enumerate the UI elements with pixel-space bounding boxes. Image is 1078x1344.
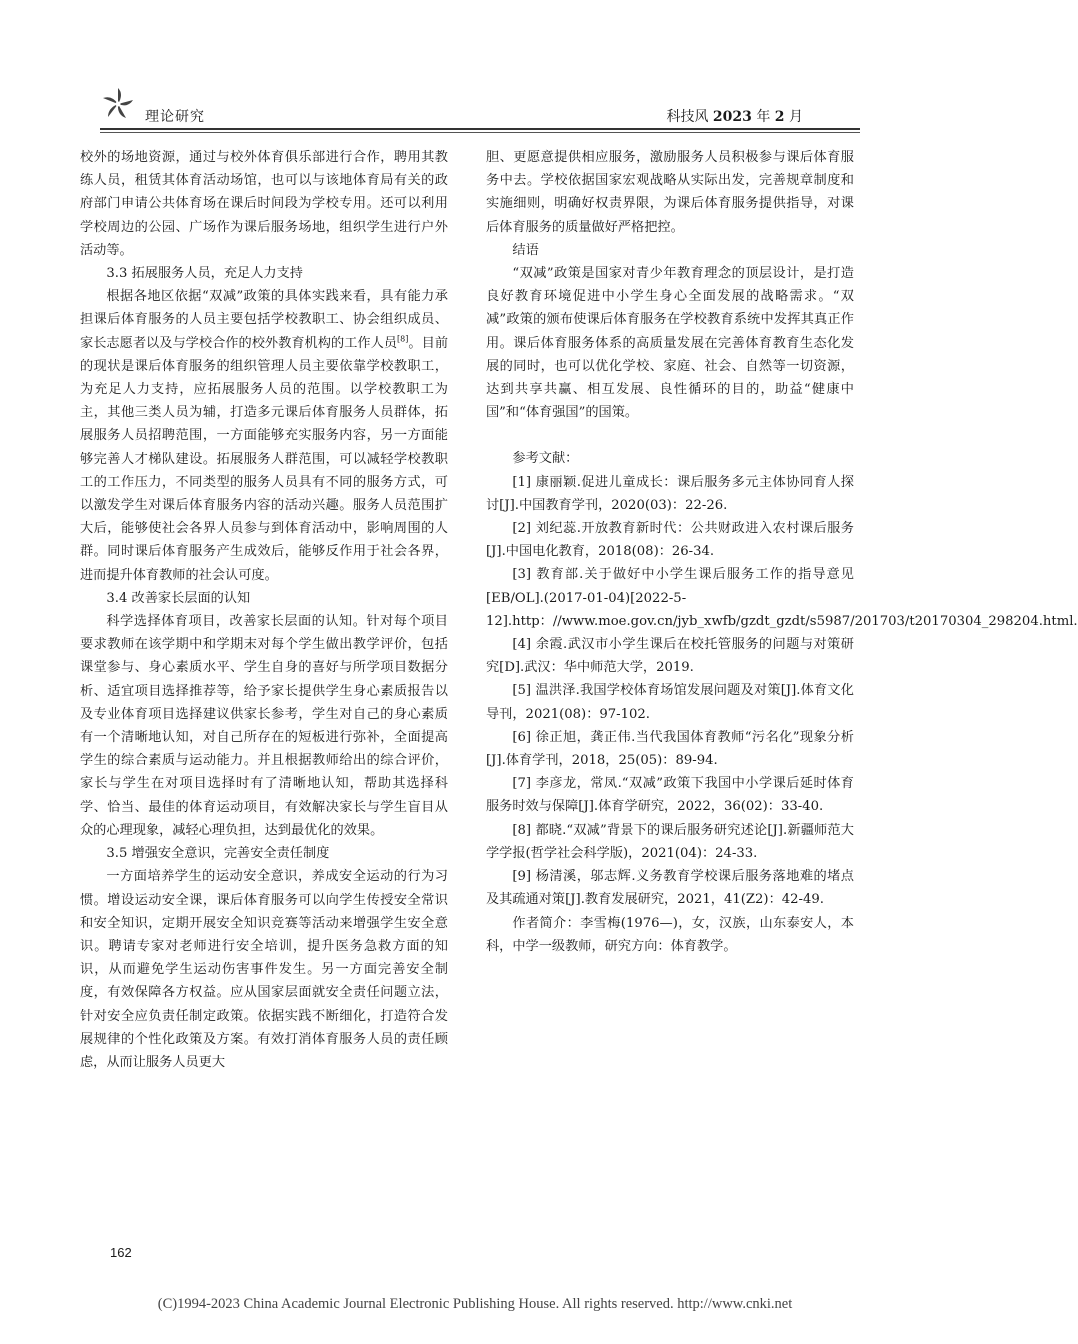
right-column	[486, 146, 1078, 958]
reference-item: [5] 温洪泽.我国学校体育场馆发展问题及对策[J].体育文化导刊，2021(08)：97-102.	[486, 683, 854, 722]
left-column	[80, 146, 448, 1074]
reference-item: [2] 刘纪蕊.开放教育新时代：公共财政进入农村课后服务[J].中国电化教育，2018(08)：26-34.	[486, 521, 854, 560]
section-name: 理论研究	[145, 109, 205, 125]
reference-item: [8] 都晓.“双减”背景下的课后服务研究述论[J].新疆师范大学学报(哲学社会科学版)，2021(04)：24-33.	[486, 822, 854, 861]
paragraph: 科学选择体育项目，改善家长层面的认知。针对每个项目要求教师在该学期中和学期末对每个学生做出教学评价，包括课堂参与、身心素质水平、学生自身的喜好与所学项目数据分析、适宜项目选择推荐等，给予家长提供学生身心素质报告以及专业体育项目选择建议供家长参考，学生对自己的身心素质有一个清晰地认知，对自己所存在的短板进行弥补，全面提高学生的综合素质与运动能力。并且根据教师给出的综合评价，家长与学生在对项目选择时有了清晰地认知，帮助其选择科学、恰当、最佳的体育运动项目，有效解决家长与学生盲目从众的心理现象，减轻心理负担，达到最优化的效果。	[80, 614, 448, 838]
paragraph: “双减”政策是国家对青少年教育理念的顶层设计，是打造良好教育环境促进中小学生身心全面发展的战略需求。“双减”政策的颁布使课后体育服务在学校教育系统中发挥其真正作用。课后体育服务体系的高质量发展在完善体育教育生态化发展的同时，也可以优化学校、家庭、社会、自然等一切资源，达到共享共赢、相互发展、良性循环的目的，助益“健康中国”和“体育强国”的国策。	[486, 266, 854, 421]
paragraph: 胆、更愿意提供相应服务，激励服务人员积极参与课后体育服务中去。学校依据国家宏观战略从实际出发，完善规章制度和实施细则，明确好权责界限，为课后体育服务提供指导，对课后体育服务的质量做好严格把控。	[486, 150, 854, 235]
header-rule-thin	[100, 132, 860, 133]
author-bio: 作者简介：李雪梅(1976—)，女，汉族，山东泰安人，本科，中学一级教师，研究方向：体育教学。	[486, 915, 854, 954]
year-suffix: 年	[751, 109, 775, 125]
journal-month: 2	[774, 109, 785, 125]
paragraph: 校外的场地资源，通过与校外体育俱乐部进行合作，聘用其教练人员，租赁其体育活动场馆，也可以与该地体育局有关的政府部门申请公共体育场在课后时间段为学校专用。还可以利用学校周边的公园、广场作为课后服务场地，组织学生进行户外活动等。	[80, 150, 448, 258]
section-heading-3-5: 3.5 增强安全意识，完善安全责任制度	[106, 846, 330, 862]
journal-name: 科技风	[666, 109, 713, 125]
month-suffix: 月	[784, 109, 803, 125]
journal-logo-icon	[100, 86, 136, 122]
reference-item: [7] 李彦龙，常凤.“双减”政策下我国中小学课后延时体育服务时效与保障[J].体育学研究，2022，36(02)：33-40.	[486, 776, 854, 815]
copyright-notice: (C)1994-2023 China Academic Journal Electronic Publishing House. All rights reserved. http://www.cnki.net	[157, 1296, 793, 1312]
reference-item: [6] 徐正旭，龚正伟.当代我国体育教师“污名化”现象分析[J].体育学刊，2018，25(05)：89-94.	[486, 729, 854, 769]
journal-info	[666, 106, 803, 126]
paragraph-text: 根据各地区依据“双减”政策的具体实践来看，具有能力承担课后体育服务的人员主要包括学校教职工、协会组织成员、家长志愿者以及与学校合作的校外教育机构的工作人员	[80, 289, 448, 351]
header-rule-thick	[100, 128, 860, 130]
page-number: 162	[110, 1245, 132, 1260]
references-heading: 参考文献：	[512, 451, 579, 467]
page-header	[0, 0, 950, 130]
section-heading-3-3: 3.3 拓展服务人员，充足人力支持	[106, 266, 303, 282]
paragraph: 一方面培养学生的运动安全意识，养成安全运动的行为习惯。增设运动安全课，课后体育服务可以向学生传授安全常识和安全知识，定期开展安全知识竞赛等活动来增强学生安全意识。聘请专家对老师进行安全培训，提升医务急救方面的知识，从而避免学生运动伤害事件发生。另一方面完善安全制度，有效保障各方权益。应从国家层面就安全责任问题立法，针对安全应负责任制定政策。依据实践不断细化，打造符合发展规律的个性化政策及方案。有效打消体育服务人员的责任顾虑，从而让服务人员更大	[80, 869, 448, 1070]
reference-item: [9] 杨清溪，邬志辉.义务教育学校课后服务落地难的堵点及其疏通对策[J].教育发展研究，2021，41(Z2)：42-49.	[486, 869, 854, 908]
paragraph-text: 。目前的现状是课后体育服务的组织管理人员主要依靠学校教职工，为充足人力支持，应拓展服务人员的范围。以学校教职工为主，其他三类人员为辅，打造多元课后体育服务人员群体，拓展服务人员招聘范围，一方面能够充实服务内容，另一方面能够完善人才梯队建设。拓展服务人群范围，可以减轻学校教职工的工作压力，不同类型的服务人员具有不同的服务方式，可以激发学生对课后体育服务内容的活动兴趣。服务人员范围扩大后，能够使社会各界人员参与到体育活动中，影响周围的人群。同时课后体育服务产生成效后，能够反作用于社会各界，进而提升体育教师的社会认可度。	[80, 335, 449, 583]
paragraph	[80, 285, 448, 587]
reference-item: [1] 康丽颖.促进儿童成长：课后服务多元主体协同育人探讨[J].中国教育学刊，2020(03)：22-26.	[486, 474, 854, 513]
journal-year: 2023	[712, 109, 752, 125]
spacer	[486, 424, 854, 447]
reference-item: [4] 余霞.武汉市小学生课后在校托管服务的问题与对策研究[D].武汉：华中师范大学，2019.	[486, 637, 854, 676]
reference-item: [3] 教育部.关于做好中小学生课后服务工作的指导意见[EB/OL].(2017-01-04)[2022-5-12].http：//www.moe.gov.cn/jyb_xwfb/gzdt_gzdt/s5987/201703/t20170304_298204.html.	[486, 567, 1078, 629]
citation-marker: [8]	[397, 334, 409, 344]
conclusion-heading: 结语	[512, 242, 539, 258]
section-heading-3-4: 3.4 改善家长层面的认知	[106, 590, 251, 606]
